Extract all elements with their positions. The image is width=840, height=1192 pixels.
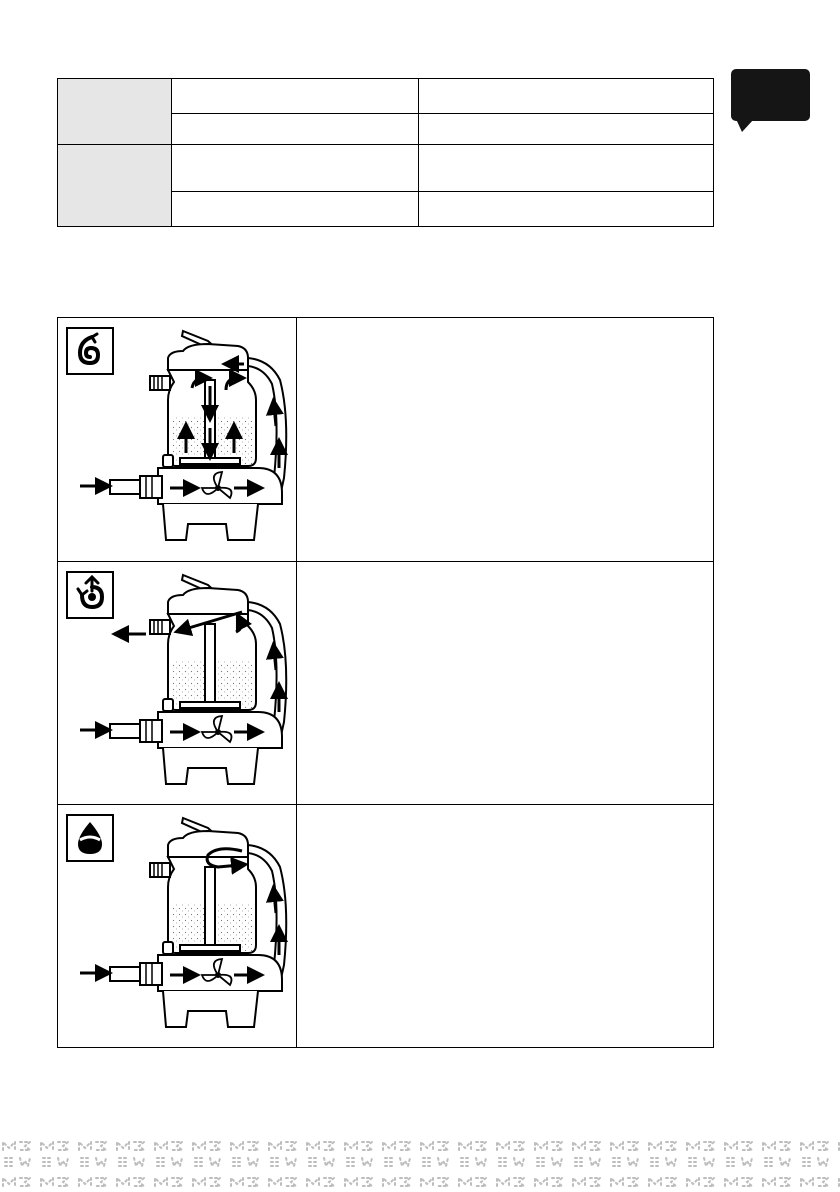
mode-backwash — [58, 561, 713, 804]
spec-cell — [419, 79, 714, 114]
language-tab — [731, 69, 810, 121]
mode-rinse — [58, 804, 713, 1047]
spec-row — [58, 145, 714, 192]
backwash-mode-icon — [66, 571, 114, 619]
spec-table — [57, 78, 714, 227]
spec-cell — [172, 114, 419, 145]
spec-cell — [172, 192, 419, 227]
spec-row — [58, 79, 714, 114]
mode-figure — [58, 562, 297, 804]
mode-description — [297, 562, 713, 804]
mode-figure — [58, 318, 297, 561]
mode-description — [297, 805, 713, 1047]
spec-cell — [419, 145, 714, 192]
mode-panels — [57, 317, 714, 1048]
spec-category-cell — [58, 145, 172, 227]
mode-filter — [58, 318, 713, 561]
filter-mode-icon — [66, 327, 114, 375]
spec-cell — [419, 192, 714, 227]
mode-description — [297, 318, 713, 561]
spec-category-cell — [58, 79, 172, 145]
mode-figure — [58, 805, 297, 1047]
bubble-tail-icon — [736, 119, 756, 133]
spec-cell — [172, 79, 419, 114]
spec-cell — [419, 114, 714, 145]
footer-watermark-pattern — [0, 1138, 840, 1192]
spec-cell — [172, 145, 419, 192]
rinse-mode-icon — [66, 814, 114, 862]
